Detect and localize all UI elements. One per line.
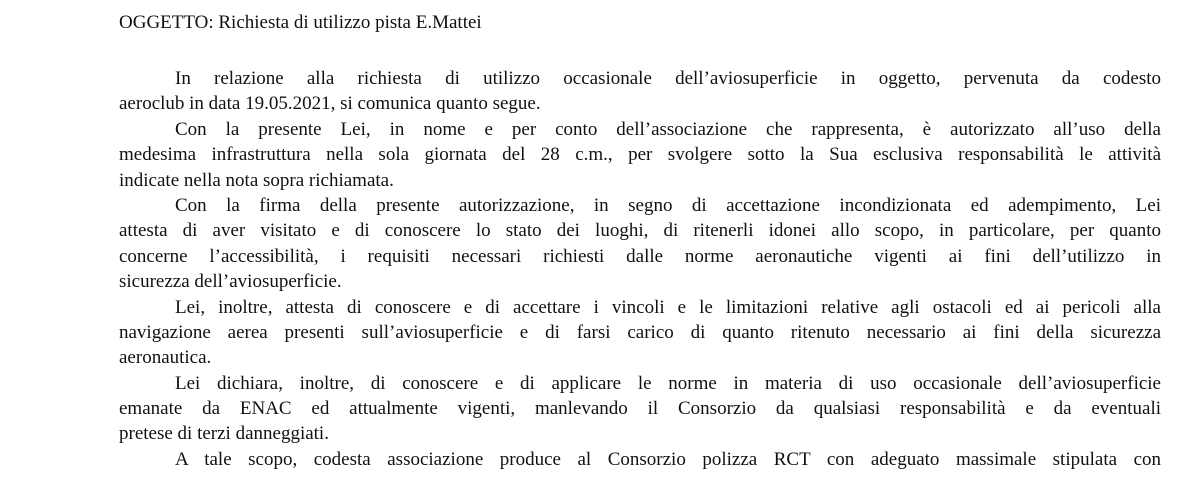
text-line: Lei dichiara, inoltre, di conoscere e di applicare le norme in materia di uso occasionale dell’aviosuperficie [175,372,1161,394]
paragraph-enac-rules [119,371,1161,447]
text-line: sicurezza dell’aviosuperficie. [119,271,342,293]
paragraph-acceptance [119,193,1161,295]
text-line: A tale scopo, codesta associazione produce al Consorzio polizza RCT con adeguato massimale stipulata con [175,448,1161,470]
text-line: Con la presente Lei, in nome e per conto dell’associazione che rappresenta, è autorizzato all’uso della [175,118,1161,140]
subject-line: OGGETTO: Richiesta di utilizzo pista E.Mattei [119,12,482,33]
text-line: Con la firma della presente autorizzazione, in segno di accettazione incondizionata ed adempimento, Lei [175,194,1161,216]
paragraph-insurance [119,447,1161,472]
text-line: aeroclub in data 19.05.2021, si comunica quanto segue. [119,93,541,115]
text-line: Lei, inoltre, attesta di conoscere e di accettare i vincoli e le limitazioni relative agli ostacoli ed ai pericoli alla [175,296,1161,318]
text-line: emanate da ENAC ed attualmente vigenti, manlevando il Consorzio da qualsiasi responsabilità e da eventuali [119,398,1161,420]
text-line: medesima infrastruttura nella sola giornata del 28 c.m., per svolgere sotto la Sua esclusiva responsabilità le attività [119,144,1161,166]
document-body [119,66,1161,472]
text-line: navigazione aerea presenti sull’aviosuperficie e di farsi carico di quanto ritenuto necessario ai fini della sicurezza [119,321,1161,343]
paragraph-authorization [119,117,1161,193]
text-line: indicate nella nota sopra richiamata. [119,169,394,191]
text-line: pretese di terzi danneggiati. [119,423,329,445]
text-line: aeronautica. [119,347,212,369]
paragraph-request-reply [119,66,1161,117]
text-line: In relazione alla richiesta di utilizzo occasionale dell’aviosuperficie in oggetto, pervenuta da codesto [175,68,1161,89]
text-line: concerne l’accessibilità, i requisiti necessari richiesti dalle norme aeronautiche vigenti ai fini dell’utilizzo in [119,245,1161,267]
text-line: attesta di aver visitato e di conoscere lo stato dei luoghi, di ritenerli idonei allo scopo, in particolare, per quanto [119,220,1161,242]
paragraph-obstacles [119,295,1161,371]
